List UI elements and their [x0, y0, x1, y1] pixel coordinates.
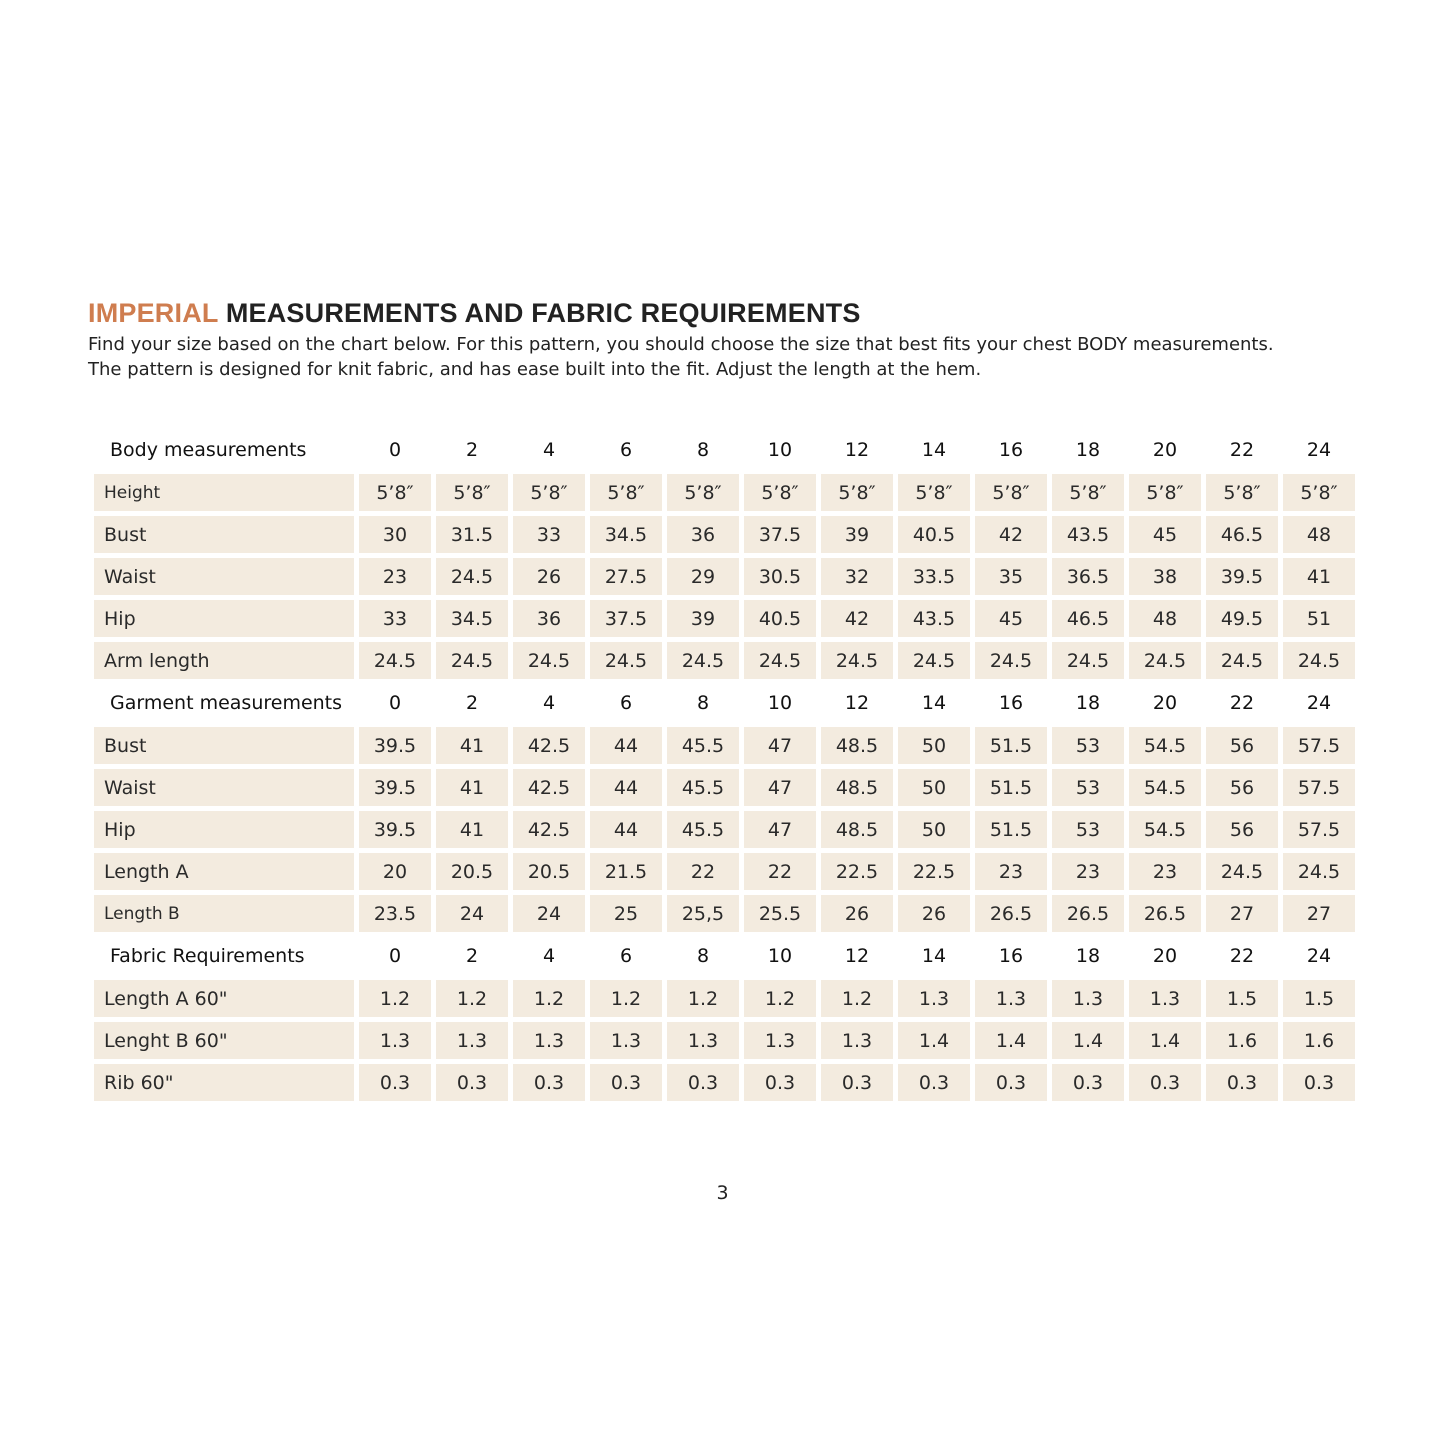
table-row — [94, 516, 1355, 553]
table-row — [94, 727, 1355, 764]
intro-line-2: The pattern is designed for knit fabric, and has ease built into the fit. Adjust the length at the hem. — [88, 359, 982, 380]
table-cell: 5’8″ — [667, 474, 739, 511]
table-cell: 44 — [590, 811, 662, 848]
table-cell: 5’8″ — [1283, 474, 1355, 511]
intro-line-1: Find your size based on the chart below. For this pattern, you should choose the size that best fits your chest BODY measurements. — [88, 334, 1274, 355]
size-header-cell: 10 — [767, 945, 793, 967]
table-cell: 48.5 — [821, 769, 893, 806]
table-cell: 24.5 — [1052, 642, 1124, 679]
table-cell: 56 — [1206, 769, 1278, 806]
table-cell: 37.5 — [590, 600, 662, 637]
table-cell: 56 — [1206, 811, 1278, 848]
table-cell: 46.5 — [1206, 516, 1278, 553]
table-cell: 1.5 — [1206, 980, 1278, 1017]
table-cell: 0.3 — [744, 1064, 816, 1101]
table-cell: 1.2 — [667, 980, 739, 1017]
table-cell: 5’8″ — [1206, 474, 1278, 511]
table-cell: 42.5 — [513, 811, 585, 848]
table-cell: 20.5 — [513, 853, 585, 890]
table-cell: 33.5 — [898, 558, 970, 595]
table-row — [94, 600, 1355, 637]
table-cell: 5’8″ — [1129, 474, 1201, 511]
table-cell: 41 — [436, 769, 508, 806]
table-cell: 1.3 — [744, 1022, 816, 1059]
table-cell: 51.5 — [975, 811, 1047, 848]
table-cell: 33 — [359, 600, 431, 637]
table-cell: 27 — [1283, 895, 1355, 932]
table-cell: 38 — [1129, 558, 1201, 595]
size-header-cell: 14 — [921, 439, 947, 461]
row-label: Length B — [94, 895, 354, 932]
table-cell: 47 — [744, 811, 816, 848]
size-header-cell: 16 — [998, 439, 1024, 461]
table-cell: 34.5 — [436, 600, 508, 637]
size-header-cell: 20 — [1152, 945, 1178, 967]
table-cell: 24.5 — [821, 642, 893, 679]
table-cell: 42 — [975, 516, 1047, 553]
table-cell: 1.4 — [898, 1022, 970, 1059]
size-header-cell: 14 — [921, 692, 947, 714]
table-cell: 43.5 — [1052, 516, 1124, 553]
table-cell: 39.5 — [359, 811, 431, 848]
size-header-cell: 10 — [767, 439, 793, 461]
table-cell: 42.5 — [513, 727, 585, 764]
size-header-cell: 6 — [619, 439, 633, 461]
table-cell: 5’8″ — [1052, 474, 1124, 511]
section-header-row — [94, 431, 1355, 469]
size-header-cell: 24 — [1306, 439, 1332, 461]
table-cell: 46.5 — [1052, 600, 1124, 637]
table-cell: 1.3 — [590, 1022, 662, 1059]
size-header-cell: 8 — [696, 945, 710, 967]
table-cell: 24 — [513, 895, 585, 932]
table-cell: 1.2 — [744, 980, 816, 1017]
table-cell: 0.3 — [1206, 1064, 1278, 1101]
measurement-table — [89, 426, 1360, 1106]
table-cell: 30.5 — [744, 558, 816, 595]
table-cell: 45.5 — [667, 769, 739, 806]
table-cell: 24.5 — [1283, 642, 1355, 679]
table-cell: 21.5 — [590, 853, 662, 890]
table-cell: 48.5 — [821, 727, 893, 764]
section-header-row — [94, 684, 1355, 722]
table-cell: 31.5 — [436, 516, 508, 553]
table-cell: 36.5 — [1052, 558, 1124, 595]
table-cell: 0.3 — [359, 1064, 431, 1101]
table-cell: 48 — [1283, 516, 1355, 553]
table-cell: 20 — [359, 853, 431, 890]
table-cell: 5’8″ — [744, 474, 816, 511]
table-cell: 26.5 — [1052, 895, 1124, 932]
table-cell: 5’8″ — [590, 474, 662, 511]
table-row — [94, 980, 1355, 1017]
table-cell: 36 — [513, 600, 585, 637]
table-cell: 1.3 — [975, 980, 1047, 1017]
table-cell: 30 — [359, 516, 431, 553]
size-header-cell: 16 — [998, 945, 1024, 967]
table-cell: 0.3 — [975, 1064, 1047, 1101]
table-row — [94, 474, 1355, 511]
table-cell: 37.5 — [744, 516, 816, 553]
measurement-table-body — [94, 431, 1355, 1101]
table-row — [94, 558, 1355, 595]
table-cell: 5’8″ — [513, 474, 585, 511]
size-header-cell: 8 — [696, 692, 710, 714]
table-cell: 20.5 — [436, 853, 508, 890]
table-cell: 22 — [667, 853, 739, 890]
table-cell: 41 — [436, 727, 508, 764]
table-cell: 41 — [436, 811, 508, 848]
table-row — [94, 811, 1355, 848]
table-cell: 54.5 — [1129, 727, 1201, 764]
table-cell: 54.5 — [1129, 769, 1201, 806]
table-cell: 24.5 — [744, 642, 816, 679]
size-header-cell: 6 — [619, 692, 633, 714]
table-cell: 24.5 — [1283, 853, 1355, 890]
table-cell: 27 — [1206, 895, 1278, 932]
table-cell: 47 — [744, 769, 816, 806]
table-cell: 1.2 — [821, 980, 893, 1017]
table-cell: 23 — [1052, 853, 1124, 890]
row-label: Waist — [94, 769, 354, 806]
table-cell: 25.5 — [744, 895, 816, 932]
table-cell: 39.5 — [359, 769, 431, 806]
size-header-cell: 0 — [388, 692, 402, 714]
row-label: Length A — [94, 853, 354, 890]
size-header-cell: 18 — [1075, 945, 1101, 967]
table-cell: 45 — [1129, 516, 1201, 553]
table-row — [94, 642, 1355, 679]
table-cell: 0.3 — [898, 1064, 970, 1101]
size-header-cell: 20 — [1152, 439, 1178, 461]
table-cell: 0.3 — [667, 1064, 739, 1101]
table-cell: 24.5 — [1129, 642, 1201, 679]
size-header-cell: 2 — [465, 439, 479, 461]
table-cell: 1.3 — [359, 1022, 431, 1059]
size-header-cell: 18 — [1075, 439, 1101, 461]
table-cell: 48.5 — [821, 811, 893, 848]
table-cell: 23.5 — [359, 895, 431, 932]
table-cell: 25 — [590, 895, 662, 932]
table-cell: 40.5 — [744, 600, 816, 637]
title-accent: IMPERIAL — [88, 298, 219, 328]
table-cell: 39.5 — [359, 727, 431, 764]
table-cell: 24.5 — [590, 642, 662, 679]
size-header-cell: 10 — [767, 692, 793, 714]
table-cell: 0.3 — [1283, 1064, 1355, 1101]
table-cell: 24.5 — [1206, 642, 1278, 679]
table-cell: 1.2 — [513, 980, 585, 1017]
row-label: Bust — [94, 727, 354, 764]
table-cell: 57.5 — [1283, 811, 1355, 848]
table-cell: 40.5 — [898, 516, 970, 553]
table-cell: 41 — [1283, 558, 1355, 595]
table-cell: 48 — [1129, 600, 1201, 637]
size-header-cell: 14 — [921, 945, 947, 967]
table-cell: 45.5 — [667, 727, 739, 764]
size-header-cell: 0 — [388, 945, 402, 967]
table-cell: 5’8″ — [898, 474, 970, 511]
table-cell: 1.3 — [1052, 980, 1124, 1017]
table-cell: 0.3 — [821, 1064, 893, 1101]
table-cell: 24.5 — [436, 642, 508, 679]
table-cell: 24.5 — [359, 642, 431, 679]
size-header-cell: 8 — [696, 439, 710, 461]
table-cell: 5’8″ — [975, 474, 1047, 511]
table-cell: 1.3 — [513, 1022, 585, 1059]
table-cell: 1.3 — [821, 1022, 893, 1059]
table-row — [94, 853, 1355, 890]
table-cell: 51.5 — [975, 769, 1047, 806]
title-rest: MEASUREMENTS AND FABRIC REQUIREMENTS — [225, 298, 861, 328]
row-label: Waist — [94, 558, 354, 595]
size-header-cell: 22 — [1229, 692, 1255, 714]
table-cell: 49.5 — [1206, 600, 1278, 637]
row-label: Hip — [94, 600, 354, 637]
table-cell: 45.5 — [667, 811, 739, 848]
table-cell: 22.5 — [821, 853, 893, 890]
section-header-row — [94, 937, 1355, 975]
table-cell: 39.5 — [1206, 558, 1278, 595]
table-cell: 35 — [975, 558, 1047, 595]
table-cell: 23 — [1129, 853, 1201, 890]
page-title — [88, 298, 861, 329]
table-cell: 42 — [821, 600, 893, 637]
row-label: Bust — [94, 516, 354, 553]
table-cell: 34.5 — [590, 516, 662, 553]
table-cell: 1.5 — [1283, 980, 1355, 1017]
table-cell: 44 — [590, 769, 662, 806]
table-cell: 24.5 — [1206, 853, 1278, 890]
size-header-cell: 12 — [844, 945, 870, 967]
size-header-cell: 24 — [1306, 692, 1332, 714]
table-cell: 0.3 — [513, 1064, 585, 1101]
table-cell: 44 — [590, 727, 662, 764]
table-cell: 50 — [898, 727, 970, 764]
section-header: Body measurements — [110, 439, 307, 461]
size-header-cell: 0 — [388, 439, 402, 461]
table-cell: 51.5 — [975, 727, 1047, 764]
table-cell: 0.3 — [1052, 1064, 1124, 1101]
row-label: Hip — [94, 811, 354, 848]
table-cell: 27.5 — [590, 558, 662, 595]
table-cell: 24.5 — [513, 642, 585, 679]
row-label: Lenght B 60" — [94, 1022, 354, 1059]
table-cell: 39 — [667, 600, 739, 637]
table-cell: 1.2 — [590, 980, 662, 1017]
table-cell: 5’8″ — [359, 474, 431, 511]
table-row — [94, 1064, 1355, 1101]
table-cell: 33 — [513, 516, 585, 553]
size-header-cell: 24 — [1306, 945, 1332, 967]
section-header: Garment measurements — [110, 692, 343, 714]
size-header-cell: 22 — [1229, 439, 1255, 461]
table-cell: 26.5 — [1129, 895, 1201, 932]
table-cell: 24.5 — [667, 642, 739, 679]
table-cell: 1.4 — [1129, 1022, 1201, 1059]
table-cell: 45 — [975, 600, 1047, 637]
table-cell: 51 — [1283, 600, 1355, 637]
table-cell: 36 — [667, 516, 739, 553]
row-label: Length A 60" — [94, 980, 354, 1017]
table-cell: 1.3 — [436, 1022, 508, 1059]
table-cell: 32 — [821, 558, 893, 595]
size-header-cell: 4 — [542, 439, 556, 461]
table-cell: 24.5 — [975, 642, 1047, 679]
table-cell: 1.3 — [667, 1022, 739, 1059]
table-cell: 53 — [1052, 811, 1124, 848]
table-cell: 0.3 — [590, 1064, 662, 1101]
table-cell: 39 — [821, 516, 893, 553]
table-cell: 26 — [821, 895, 893, 932]
size-header-cell: 4 — [542, 945, 556, 967]
table-cell: 23 — [975, 853, 1047, 890]
table-cell: 26 — [898, 895, 970, 932]
size-header-cell: 2 — [465, 945, 479, 967]
section-header: Fabric Requirements — [110, 945, 305, 967]
table-cell: 22 — [744, 853, 816, 890]
table-cell: 53 — [1052, 769, 1124, 806]
table-cell: 26 — [513, 558, 585, 595]
table-cell: 1.4 — [975, 1022, 1047, 1059]
table-cell: 57.5 — [1283, 769, 1355, 806]
size-header-cell: 20 — [1152, 692, 1178, 714]
table-cell: 42.5 — [513, 769, 585, 806]
size-header-cell: 4 — [542, 692, 556, 714]
table-cell: 54.5 — [1129, 811, 1201, 848]
row-label: Height — [94, 474, 354, 511]
table-cell: 43.5 — [898, 600, 970, 637]
size-header-cell: 6 — [619, 945, 633, 967]
table-cell: 56 — [1206, 727, 1278, 764]
table-cell: 24.5 — [436, 558, 508, 595]
table-cell: 57.5 — [1283, 727, 1355, 764]
page-number: 3 — [716, 1182, 729, 1204]
size-header-cell: 22 — [1229, 945, 1255, 967]
table-cell: 23 — [359, 558, 431, 595]
table-cell: 53 — [1052, 727, 1124, 764]
table-cell: 1.6 — [1283, 1022, 1355, 1059]
size-header-cell: 12 — [844, 439, 870, 461]
table-cell: 5’8″ — [436, 474, 508, 511]
table-cell: 24.5 — [898, 642, 970, 679]
table-cell: 5’8″ — [821, 474, 893, 511]
table-cell: 50 — [898, 769, 970, 806]
table-row — [94, 1022, 1355, 1059]
table-cell: 22.5 — [898, 853, 970, 890]
table-cell: 1.3 — [1129, 980, 1201, 1017]
size-header-cell: 18 — [1075, 692, 1101, 714]
table-cell: 0.3 — [1129, 1064, 1201, 1101]
table-cell: 29 — [667, 558, 739, 595]
row-label: Arm length — [94, 642, 354, 679]
table-row — [94, 769, 1355, 806]
table-cell: 1.3 — [898, 980, 970, 1017]
table-cell: 1.6 — [1206, 1022, 1278, 1059]
table-cell: 0.3 — [436, 1064, 508, 1101]
table-cell: 1.2 — [359, 980, 431, 1017]
size-header-cell: 2 — [465, 692, 479, 714]
intro-text — [88, 332, 1408, 382]
size-header-cell: 16 — [998, 692, 1024, 714]
row-label: Rib 60" — [94, 1064, 354, 1101]
table-cell: 47 — [744, 727, 816, 764]
table-row — [94, 895, 1355, 932]
table-cell: 24 — [436, 895, 508, 932]
table-cell: 1.4 — [1052, 1022, 1124, 1059]
size-header-cell: 12 — [844, 692, 870, 714]
table-cell: 26.5 — [975, 895, 1047, 932]
table-cell: 50 — [898, 811, 970, 848]
table-cell: 25,5 — [667, 895, 739, 932]
table-cell: 1.2 — [436, 980, 508, 1017]
